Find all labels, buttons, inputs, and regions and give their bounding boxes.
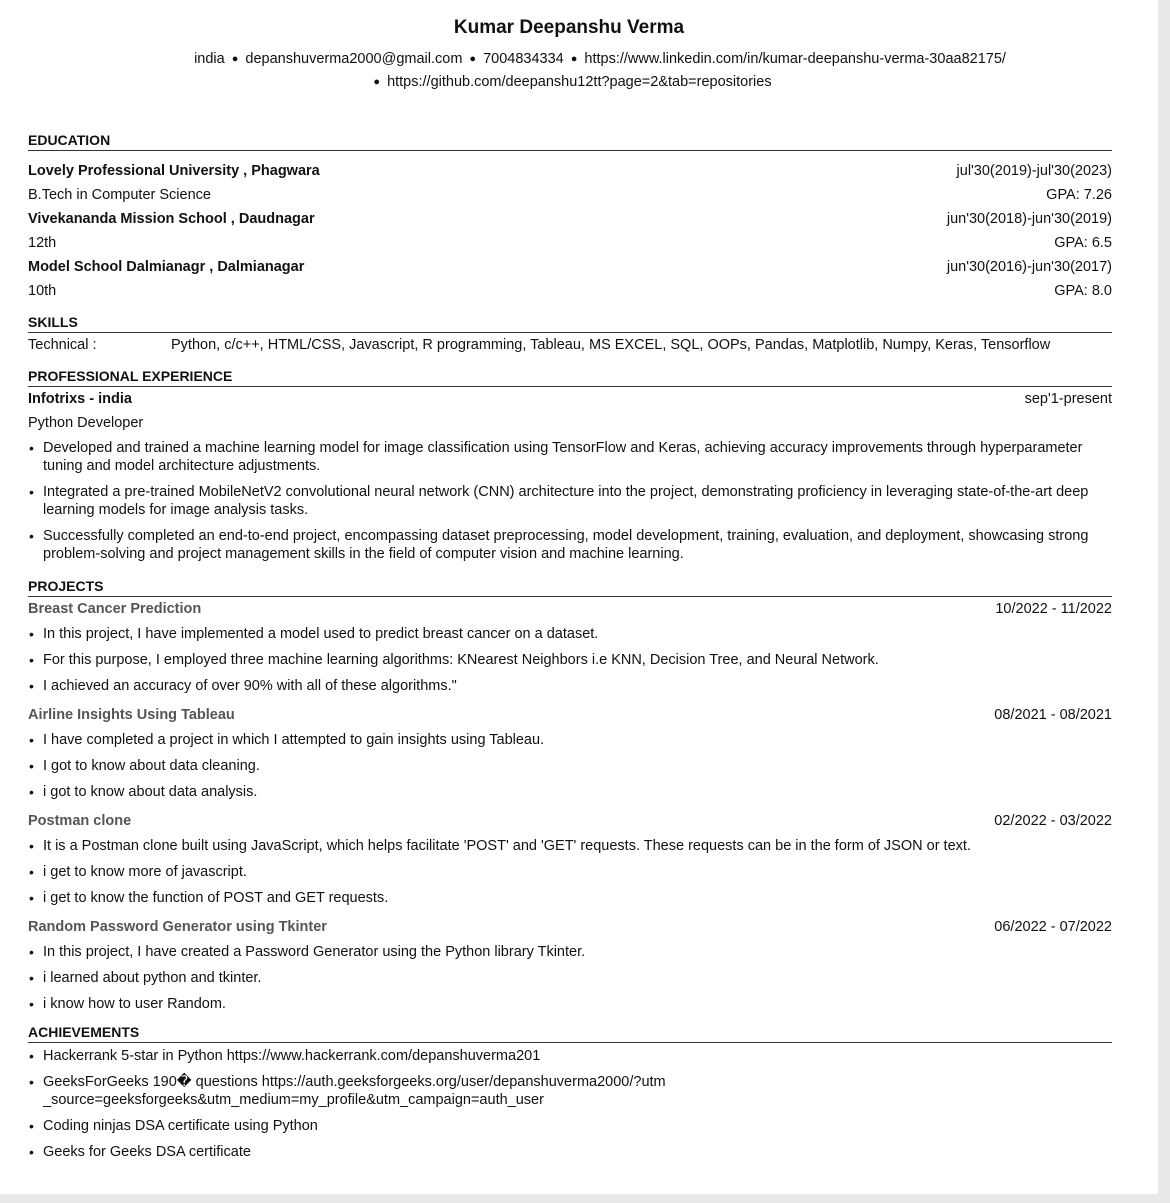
phone: 7004834334 bbox=[483, 51, 564, 67]
project-entry bbox=[28, 809, 1112, 907]
skills-row bbox=[28, 333, 1112, 357]
gpa: GPA: 6.5 bbox=[1054, 235, 1112, 251]
degree: B.Tech in Computer Science bbox=[28, 187, 211, 203]
list-item: • In this project, I have implemented a model used to predict breast cancer on a dataset. bbox=[28, 625, 1112, 643]
degree: 10th bbox=[28, 283, 57, 299]
school-name: Lovely Professional University , Phagwara bbox=[28, 163, 320, 179]
list-item: • i know how to user Random. bbox=[28, 995, 1112, 1013]
project-entry bbox=[28, 915, 1112, 1013]
list-item: • i learned about python and tkinter. bbox=[28, 969, 1112, 987]
github-link[interactable]: https://github.com/deepanshu12tt?page=2&tab=repositories bbox=[387, 74, 772, 90]
project-entry bbox=[28, 703, 1112, 801]
bullet-dot-icon: ● bbox=[570, 53, 578, 65]
skills-label: Technical : bbox=[28, 337, 97, 353]
achievements-heading: ACHIEVEMENTS bbox=[28, 1023, 1112, 1043]
linkedin-link[interactable]: https://www.linkedin.com/in/kumar-deepanshu-verma-30aa82175/ bbox=[584, 51, 1006, 67]
gpa: GPA: 8.0 bbox=[1054, 283, 1112, 299]
project-dates: 02/2022 - 03/2022 bbox=[994, 813, 1112, 829]
list-item: • Coding ninjas DSA certificate using Python bbox=[28, 1117, 1112, 1135]
list-item: • It is a Postman clone built using JavaScript, which helps facilitate 'POST' and 'GET' requests. These requests can be in the form of JSON or text. bbox=[28, 837, 1112, 855]
list-item: • For this purpose, I employed three machine learning algorithms: KNearest Neighbors i.e KNN, Decision Tree, and Neural Network. bbox=[28, 651, 1112, 669]
education-entry bbox=[28, 159, 1112, 207]
list-item: • i get to know more of javascript. bbox=[28, 863, 1112, 881]
projects-heading: PROJECTS bbox=[28, 577, 1112, 597]
candidate-name: Kumar Deepanshu Verma bbox=[453, 17, 685, 38]
skills-value: Python, c/c++, HTML/CSS, Javascript, R programming, Tableau, MS EXCEL, SQL, OOPs, Pandas, Matplotlib, Numpy, Keras, Tensorflow bbox=[171, 337, 1051, 353]
achievements-list bbox=[28, 1047, 1112, 1161]
gpa: GPA: 7.26 bbox=[1046, 187, 1112, 203]
list-item: • I achieved an accuracy of over 90% with all of these algorithms." bbox=[28, 677, 1112, 695]
bullet-dot-icon: ● bbox=[373, 76, 381, 88]
job-role: Python Developer bbox=[28, 415, 144, 431]
list-item: • GeeksForGeeks 190� questions https://auth.geeksforgeeks.org/user/depanshuverma2000/?utm_source=geeksforgeeks&utm_medium=my_profile&utm_campaign=auth_user bbox=[28, 1073, 1112, 1109]
education-dates: jul'30(2019)-jul'30(2023) bbox=[956, 163, 1112, 179]
list-item: • I got to know about data cleaning. bbox=[28, 757, 1112, 775]
experience-bullets bbox=[28, 439, 1112, 563]
list-item: • I have completed a project in which I attempted to gain insights using Tableau. bbox=[28, 731, 1112, 749]
project-title: Random Password Generator using Tkinter bbox=[28, 919, 327, 935]
school-name: Vivekananda Mission School , Daudnagar bbox=[28, 211, 315, 227]
project-title: Breast Cancer Prediction bbox=[28, 601, 202, 617]
project-dates: 10/2022 - 11/2022 bbox=[995, 601, 1112, 617]
company-name: Infotrixs - india bbox=[28, 391, 132, 407]
contact-line-2 bbox=[0, 74, 1138, 90]
project-title: Airline Insights Using Tableau bbox=[28, 707, 235, 723]
degree: 12th bbox=[28, 235, 57, 251]
education-entry bbox=[28, 255, 1112, 303]
list-item: • Hackerrank 5-star in Python https://www.hackerrank.com/depanshuverma201 bbox=[28, 1047, 1112, 1065]
bullet-dot-icon: ● bbox=[231, 53, 239, 65]
experience-heading: PROFESSIONAL EXPERIENCE bbox=[28, 367, 1112, 387]
list-item: • i get to know the function of POST and GET requests. bbox=[28, 889, 1112, 907]
education-dates: jun'30(2016)-jun'30(2017) bbox=[946, 259, 1112, 275]
contact-line-1 bbox=[0, 51, 1158, 67]
email-link[interactable]: depanshuverma2000@gmail.com bbox=[245, 51, 463, 67]
project-dates: 08/2021 - 08/2021 bbox=[994, 707, 1112, 723]
education-heading: EDUCATION bbox=[28, 131, 1112, 151]
location: india bbox=[194, 51, 225, 67]
resume-content bbox=[28, 131, 1112, 1169]
education-entry bbox=[28, 207, 1112, 255]
list-item: • Geeks for Geeks DSA certificate bbox=[28, 1143, 1112, 1161]
list-item: • In this project, I have created a Password Generator using the Python library Tkinter. bbox=[28, 943, 1112, 961]
project-entry bbox=[28, 597, 1112, 695]
experience-dates: sep'1-present bbox=[1024, 391, 1112, 407]
project-title: Postman clone bbox=[28, 813, 132, 829]
list-item: • Successfully completed an end-to-end project, encompassing dataset preprocessing, model development, training, evaluation, and deployment, showcasing strong problem-solving and project management skills in the field of computer vision and machine learning. bbox=[28, 527, 1112, 563]
list-item: • Developed and trained a machine learning model for image classification using TensorFlow and Keras, achieving accuracy improvements through hyperparameter tuning and model architecture adjustments. bbox=[28, 439, 1112, 475]
skills-heading: SKILLS bbox=[28, 313, 1112, 333]
project-dates: 06/2022 - 07/2022 bbox=[994, 919, 1112, 935]
bullet-dot-icon: ● bbox=[469, 53, 477, 65]
education-dates: jun'30(2018)-jun'30(2019) bbox=[946, 211, 1112, 227]
list-item: • Integrated a pre-trained MobileNetV2 convolutional neural network (CNN) architecture into the project, demonstrating proficiency in leveraging state-of-the-art deep learning models for image analysis tasks. bbox=[28, 483, 1112, 519]
list-item: • i got to know about data analysis. bbox=[28, 783, 1112, 801]
school-name: Model School Dalmianagr , Dalmianagar bbox=[28, 259, 305, 275]
